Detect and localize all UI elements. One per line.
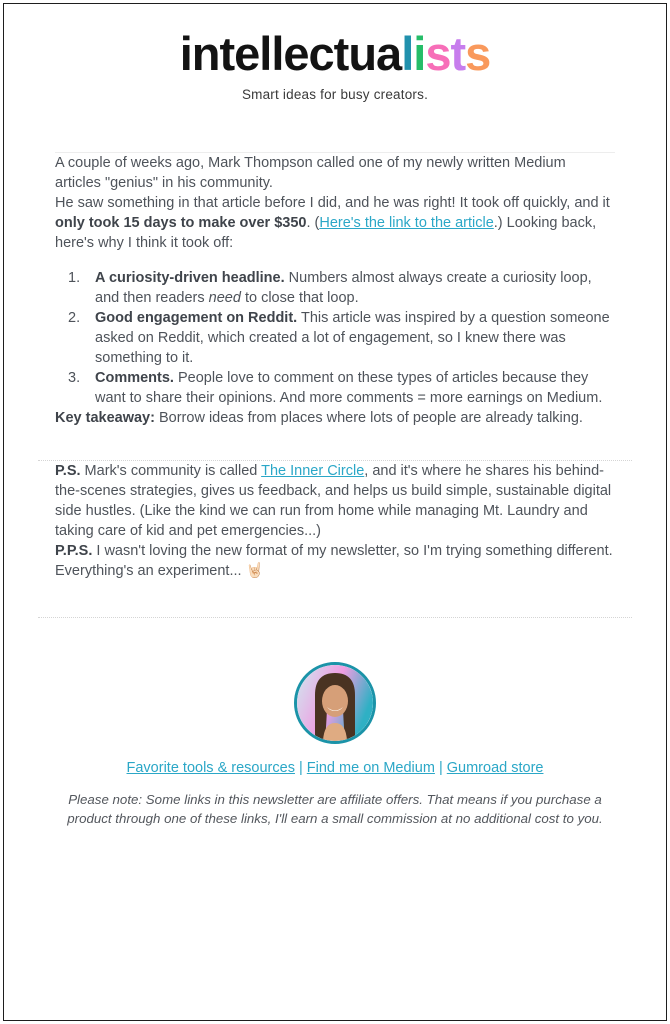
- ps-paragraph: P.S. Mark's community is called The Inner Circle, and it's where he shares his behind-the-scenes strategies, gives us feedback, and helps us build simple, sustainable digital side hustles. (Like the kind we can run from home while managing Mt. Laundry and taking care of kid and pet emergencies...): [55, 463, 612, 539]
- list-number: 1.: [68, 270, 81, 286]
- list-item-text: Comments. People love to comment on these types of articles because they want to share their opinions. And more comments = more earnings on Medium.: [95, 370, 603, 406]
- pps-label: P.P.S.: [55, 543, 93, 559]
- gumroad-store-link[interactable]: Gumroad store: [446, 760, 544, 776]
- brand-logo: [0, 27, 670, 80]
- logo-text-black: intellectua: [179, 27, 402, 80]
- list-item-emphasis: need: [208, 290, 241, 306]
- logo-letter-l: l: [401, 27, 414, 80]
- link-separator: |: [434, 760, 447, 776]
- list-item-text: Good engagement on Reddit. This article was inspired by a question someone asked on Reddit, which created a lot of engagement, so I knew there was something to it.: [95, 310, 610, 366]
- list-item-lead: Comments.: [95, 370, 174, 386]
- horns-hand-emoji: 🤘🏻: [245, 563, 264, 579]
- reasons-list: [55, 268, 615, 408]
- list-number: 3.: [68, 370, 81, 386]
- brand-tagline: Smart ideas for busy creators.: [241, 87, 429, 102]
- list-item-lead: A curiosity-driven headline.: [95, 270, 285, 286]
- list-number: 2.: [68, 310, 81, 326]
- avatar-photo: [297, 665, 373, 741]
- footer-divider: [38, 617, 632, 618]
- key-takeaway: Key takeaway: Borrow ideas from places where lots of people are already talking.: [55, 410, 583, 426]
- inner-circle-link[interactable]: The Inner Circle: [261, 463, 365, 479]
- results-paragraph: [55, 193, 615, 253]
- results-text-1: He saw something in that article before I did, and he was right! It took off quickly, and it: [55, 195, 610, 211]
- takeaway-label: Key takeaway:: [55, 410, 155, 426]
- list-item: [55, 308, 615, 368]
- logo-letter-i: i: [413, 27, 426, 80]
- results-bold-earnings: only took 15 days to make over $350: [55, 215, 307, 231]
- logo-letter-s2: s: [465, 27, 491, 80]
- postscript-section: [0, 461, 670, 581]
- results-text-2: . (: [306, 215, 320, 231]
- list-item: [55, 368, 615, 408]
- affiliate-disclaimer: Please note: Some links in this newsletter are affiliate offers. That means if you purchase a product through one of these links, I'll earn a small commission at no additional cost to you.: [67, 792, 603, 826]
- tools-resources-link[interactable]: Favorite tools & resources: [126, 760, 295, 776]
- pps-paragraph: P.P.S. I wasn't loving the new format of my newsletter, so I'm trying something different. Everything's an experiment... 🤘🏻: [55, 543, 613, 579]
- medium-profile-link[interactable]: Find me on Medium: [306, 760, 435, 776]
- newsletter-header: [0, 0, 670, 102]
- results-text-3: .) Looking back, here's why I think it took off:: [55, 215, 597, 251]
- article-link[interactable]: Here's the link to the article: [319, 215, 494, 231]
- list-item-text: A curiosity-driven headline. Numbers almost always create a curiosity loop, and then readers need to close that loop.: [95, 270, 592, 306]
- logo-letter-s1: s: [425, 27, 451, 80]
- author-avatar-wrap: [0, 662, 670, 744]
- list-item: [55, 268, 615, 308]
- link-separator: |: [294, 760, 307, 776]
- newsletter-body: [0, 153, 670, 428]
- list-item-lead: Good engagement on Reddit.: [95, 310, 298, 326]
- footer-links: [0, 760, 670, 776]
- avatar: [294, 662, 376, 744]
- intro-paragraph: A couple of weeks ago, Mark Thompson called one of my newly written Medium articles "genius" in his community.: [55, 155, 566, 191]
- logo-letter-t: t: [450, 27, 466, 80]
- ps-label: P.S.: [55, 463, 81, 479]
